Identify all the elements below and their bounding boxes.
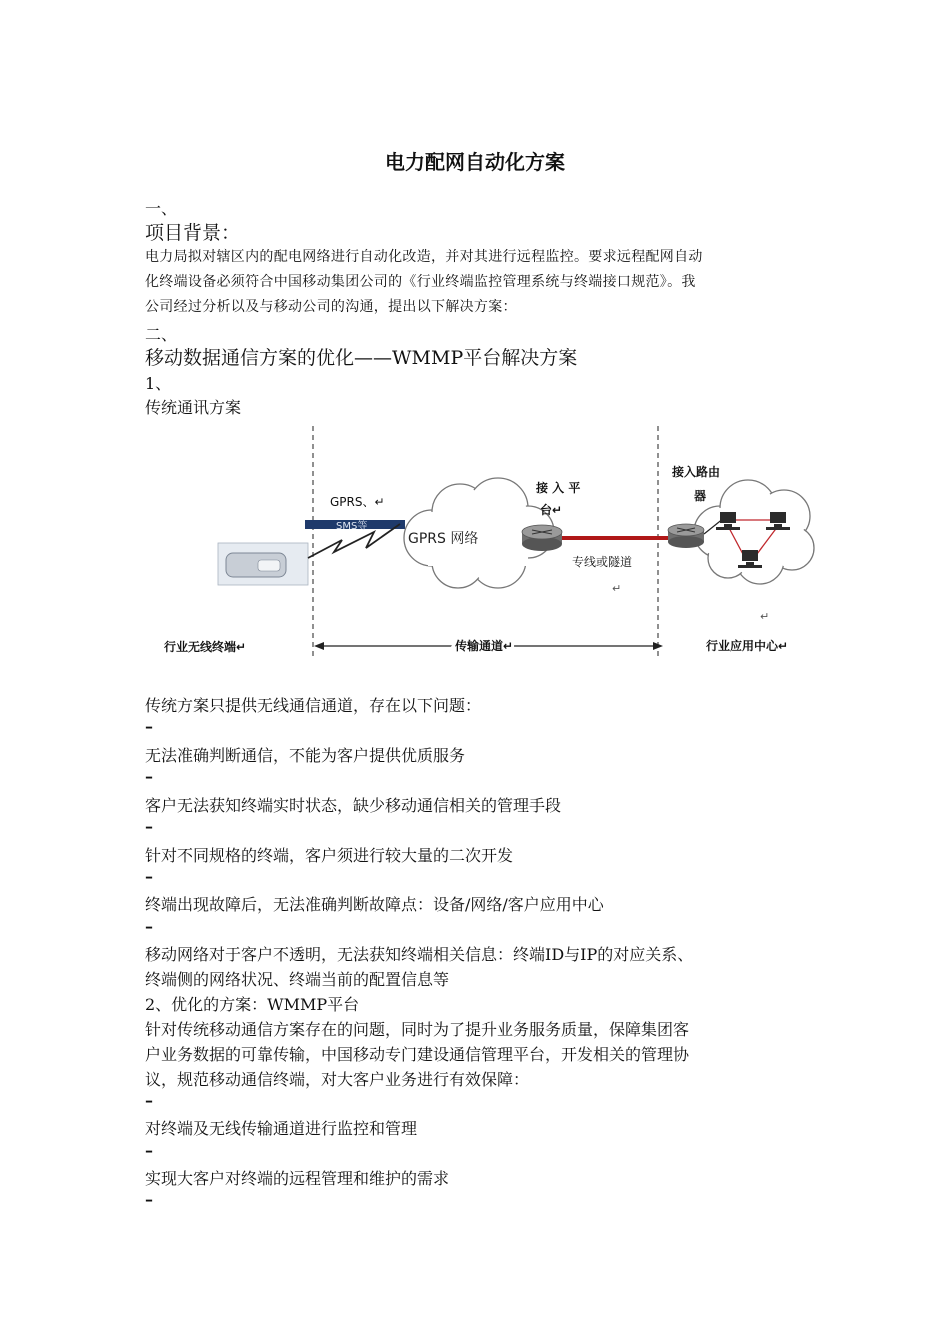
background-line: 电力局拟对辖区内的配电网络进行自动化改造，并对其进行远程监控。要求远程配网自动 [145, 249, 703, 265]
section-2-title: 移动数据通信方案的优化——WMMP平台解决方案 [145, 347, 578, 369]
section-1-number: 一、 [145, 199, 178, 218]
return-mark: ↵ [760, 610, 770, 623]
edge-router-icon [668, 524, 704, 548]
gprs-sms-label: GPRS、↵ [330, 495, 385, 509]
problems-intro: 传统方案只提供无线通信通道，存在以下问题： [145, 696, 482, 715]
problem-item: 终端出现故障后，无法准确判断故障点：设备/网络/客户应用中心 [145, 895, 604, 914]
gprs-network-label: GPRS 网络 [408, 531, 479, 547]
problem-item: 客户无法获知终端实时状态，缺少移动通信相关的管理手段 [145, 796, 562, 815]
measure-item: 实现大客户对终端的远程管理和维护的需求 [145, 1169, 450, 1188]
subsection-1-number: 1、 [145, 374, 172, 393]
network-diagram [160, 420, 820, 670]
zone-channel-label: 传输通道↵ [455, 639, 514, 653]
access-platform-label: 台↵ [540, 503, 563, 517]
optimization-line: 户业务数据的可靠传输，中国移动专门建设通信管理平台，开发相关的管理协 [145, 1045, 690, 1064]
bullet-dash: – [145, 867, 153, 886]
background-line: 公司经过分析以及与移动公司的沟通，提出以下解决方案： [145, 299, 517, 315]
doc-title: 电力配网自动化方案 [385, 150, 565, 174]
bullet-dash: – [145, 1190, 153, 1209]
subsection-2-title: 2、优化的方案：WMMP平台 [145, 995, 360, 1014]
bullet-dash: – [145, 817, 153, 836]
problem-item: 移动网络对于客户不透明，无法获知终端相关信息：终端ID与IP的对应关系、 [145, 945, 694, 964]
background-line: 化终端设备必须符合中国移动集团公司的《行业终端监控管理系统与终端接口规范》。我 [145, 274, 696, 290]
bullet-dash: – [145, 917, 153, 936]
bullet-dash: – [145, 1141, 153, 1160]
access-platform-label: 接 入 平 [536, 481, 581, 495]
subsection-1-title: 传统通讯方案 [145, 398, 242, 417]
access-router-label: 接入路由 [672, 465, 721, 479]
bullet-dash: – [145, 717, 153, 736]
access-router-label: 器 [694, 489, 707, 503]
wireless-terminal-icon [218, 543, 308, 585]
problem-item-continued: 终端侧的网络状况、终端当前的配置信息等 [145, 970, 450, 989]
section-1-title: 项目背景： [145, 222, 241, 244]
dedicated-line-label: 专线或隧道 [572, 555, 633, 569]
zone-terminal-label: 行业无线终端↵ [164, 640, 247, 654]
access-router-icon [522, 525, 562, 551]
section-2-number: 二、 [145, 325, 178, 344]
bullet-dash: – [145, 1091, 153, 1110]
zone-center-label: 行业应用中心↵ [706, 639, 789, 653]
measure-item: 对终端及无线传输通道进行监控和管理 [145, 1119, 418, 1138]
problem-item: 无法准确判断通信，不能为客户提供优质服务 [145, 746, 466, 765]
optimization-line: 议，规范移动通信终端，对大客户业务进行有效保障： [145, 1070, 530, 1089]
problem-item: 针对不同规格的终端，客户须进行较大量的二次开发 [145, 846, 514, 865]
optimization-line: 针对传统移动通信方案存在的问题，同时为了提升业务服务质量，保障集团客 [145, 1020, 690, 1039]
return-mark: ↵ [612, 582, 622, 595]
sms-label: SMS等 [336, 521, 368, 532]
bullet-dash: – [145, 767, 153, 786]
